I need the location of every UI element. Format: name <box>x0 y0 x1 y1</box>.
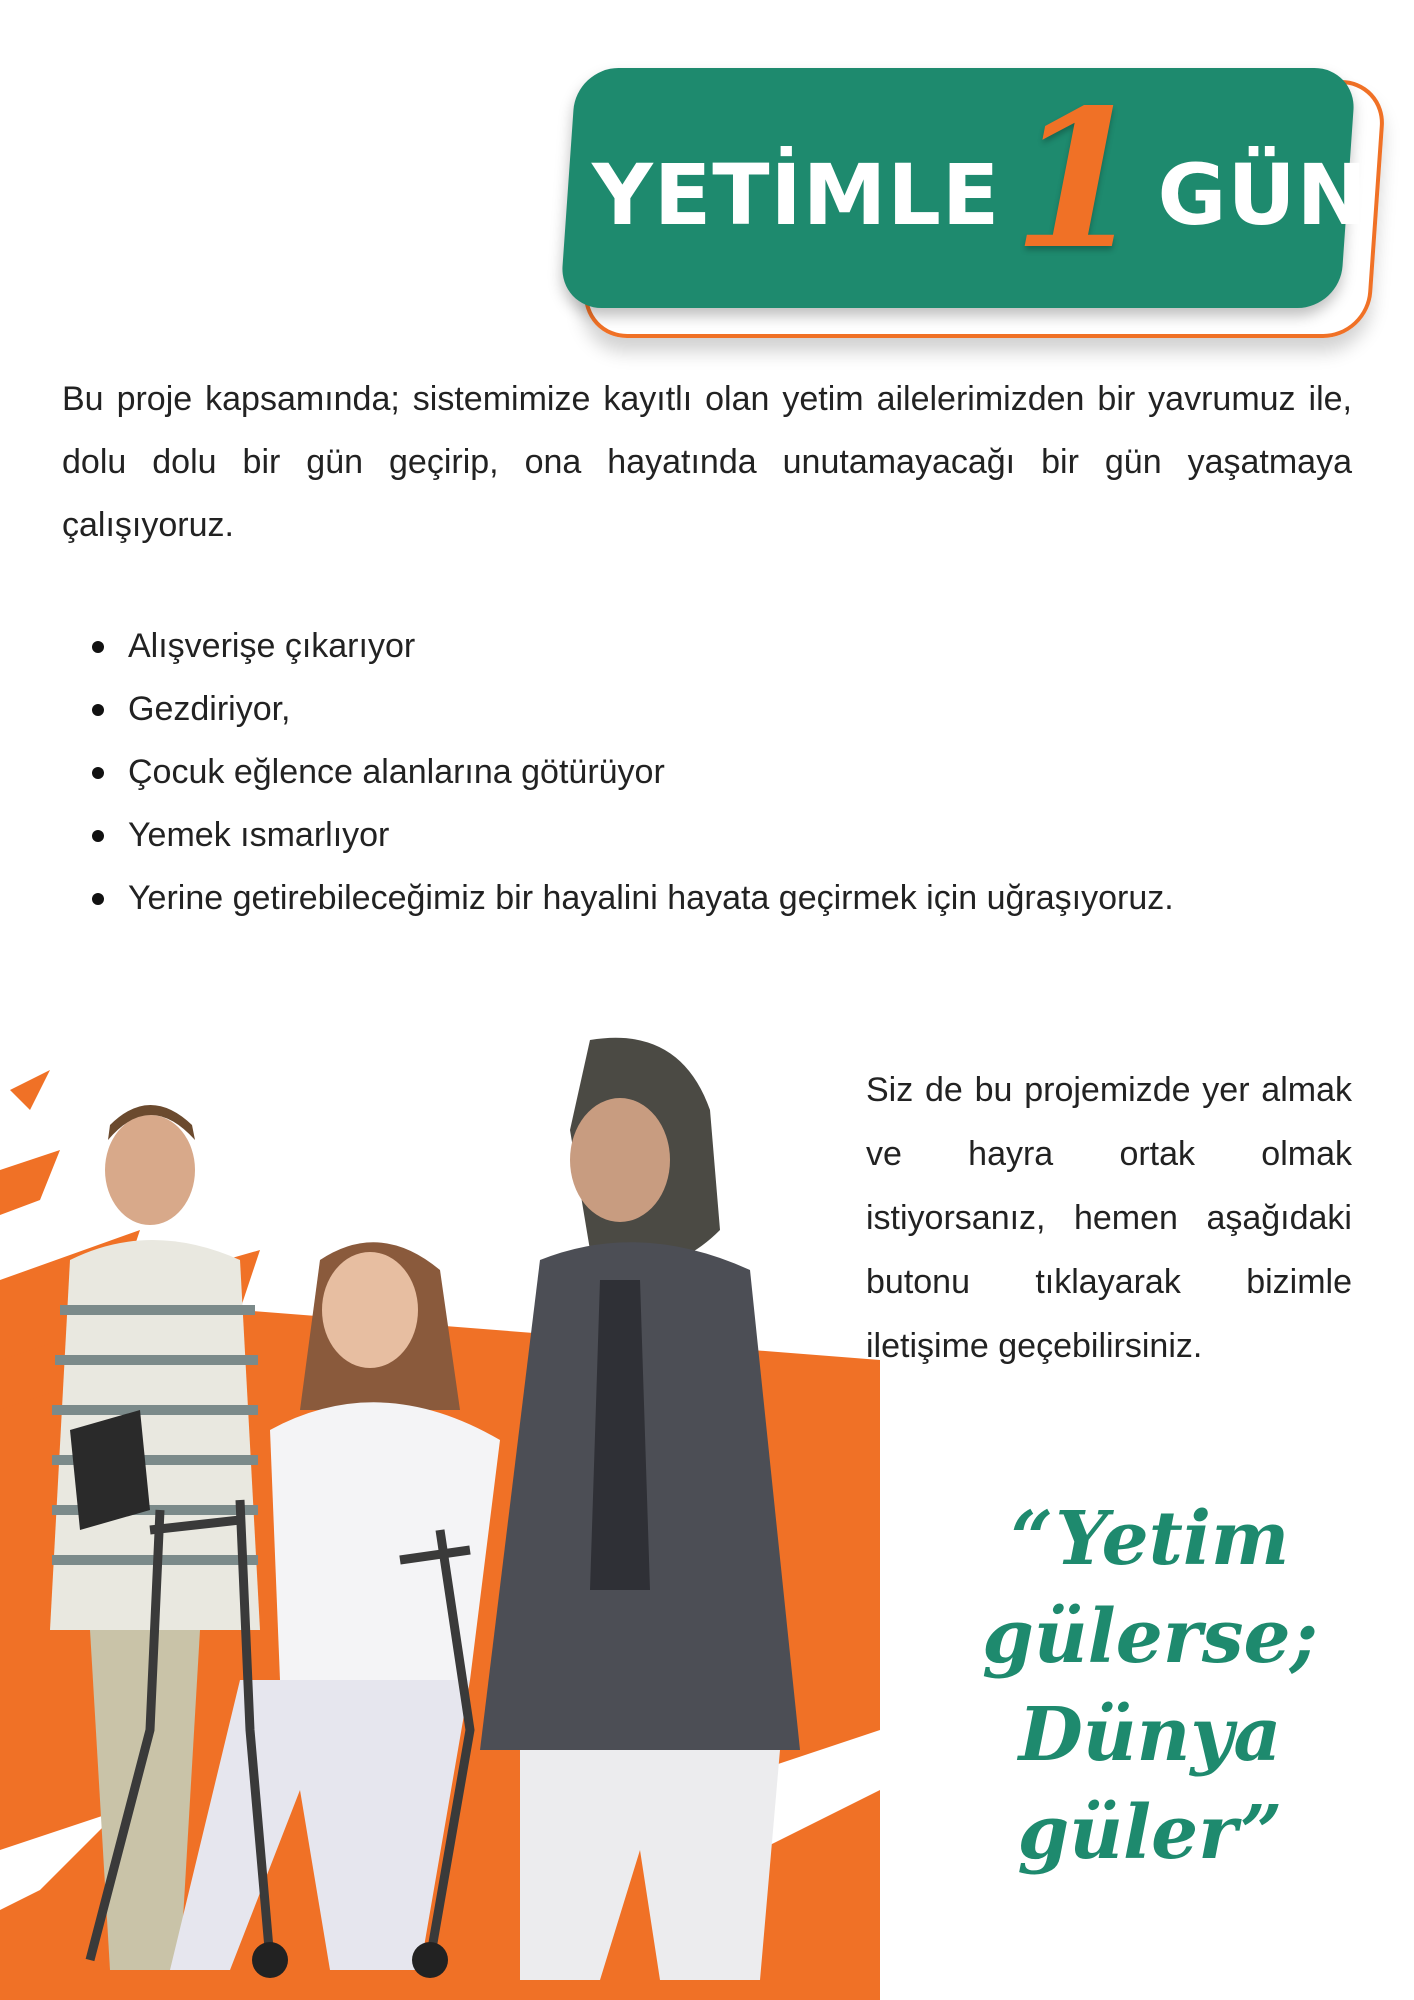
list-item <box>62 741 1362 804</box>
bullet-dot <box>92 704 104 716</box>
list-item-text: Alışverişe çıkarıyor <box>128 627 416 665</box>
quote-line-1: “Yetim <box>1010 1496 1290 1582</box>
quote-line-2: gülerse; <box>982 1594 1318 1680</box>
call-to-action-text: Siz de bu projemizde yer almak ve hayra ortak olmak istiyorsanız, hemen aşağıdaki butonu tıklayarak bizimle iletişime geçebilirsiniz. <box>866 1071 1352 1365</box>
bullet-dot <box>92 641 104 653</box>
list-item-text: Çocuk eğlence alanlarına götürüyor <box>128 753 665 791</box>
person-woman <box>480 1038 800 1980</box>
list-item <box>62 678 1362 741</box>
banner-number: 1 <box>1012 68 1146 291</box>
activity-list <box>62 615 1362 930</box>
bullet-dot <box>92 767 104 779</box>
volunteers-photo <box>0 1030 880 2000</box>
banner-word-yetimle: YETİMLE <box>592 146 1001 244</box>
bullet-dot <box>92 830 104 842</box>
intro-paragraph: Bu proje kapsamında; sistemimize kayıtlı olan yetim ailelerimizden bir yavrumuz ile, dolu dolu bir gün geçirip, ona hayatında unutamayacağı bir gün yaşatmaya çalışıyoruz. <box>62 380 1352 544</box>
slogan-quote <box>930 1490 1370 1882</box>
list-item-text: Gezdiriyor, <box>128 690 291 728</box>
title-banner <box>560 40 1390 340</box>
list-item-text: Yemek ısmarlıyor <box>128 816 390 854</box>
list-item <box>62 867 1362 930</box>
banner-title <box>592 68 1368 291</box>
list-item <box>62 804 1362 867</box>
bullet-dot <box>92 893 104 905</box>
list-item <box>62 615 1362 678</box>
quote-line-3: Dünya güler” <box>1017 1692 1283 1876</box>
banner-word-gun: GÜN <box>1157 146 1368 244</box>
list-item-text: Yerine getirebileceğimiz bir hayalini hayata geçirmek için uğraşıyoruz. <box>128 879 1174 917</box>
photo-illustration <box>0 1030 880 2000</box>
